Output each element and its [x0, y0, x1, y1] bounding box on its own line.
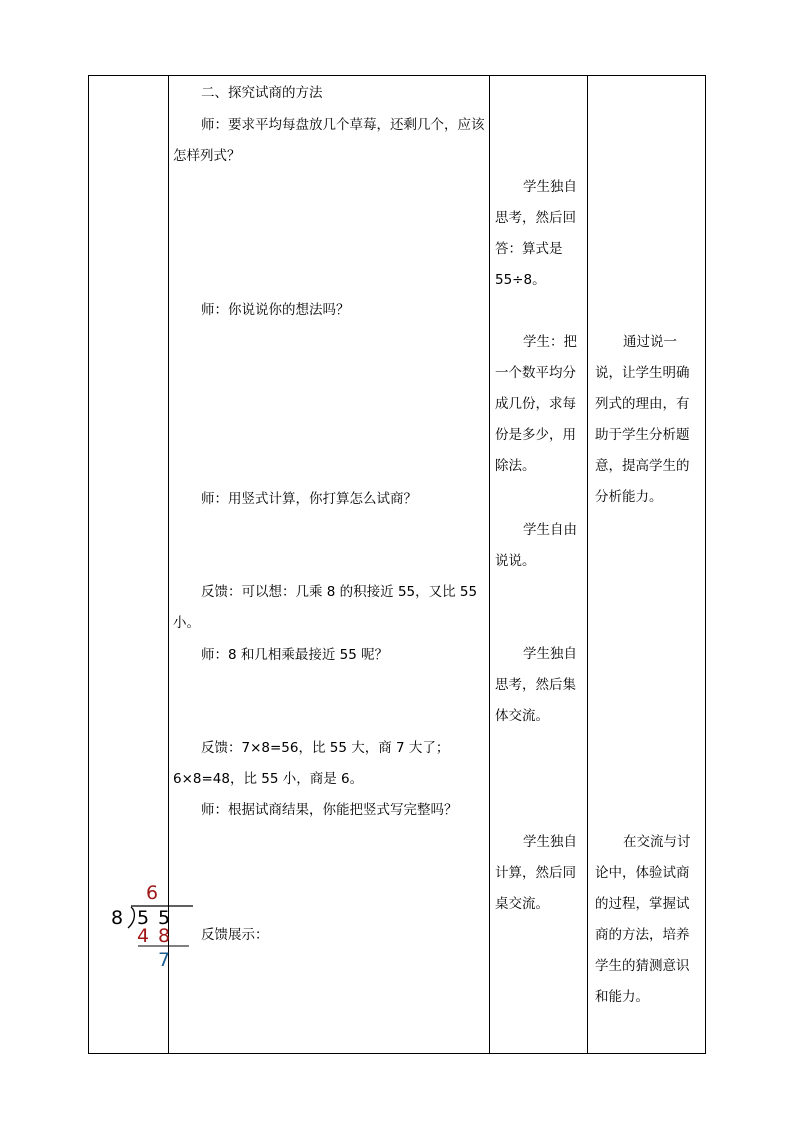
divisor-digit: 8: [111, 907, 124, 929]
long-division-illustration: [111, 878, 211, 978]
design-note-1: 通过说一说，让学生明确列式的理由，有助于学生分析题意，提高学生的分析能力。: [595, 334, 690, 505]
column-divider-2: [489, 76, 490, 1053]
dividend-tens-digit: 5: [137, 907, 150, 929]
teacher-question-4: 师：8 和几相乘最接近 55 呢？: [201, 647, 389, 663]
teacher-question-2: 师：你说说你的想法吗？: [201, 302, 350, 318]
remainder-digit: 7: [158, 949, 171, 971]
section-heading: 二、探究试商的方法: [201, 85, 323, 101]
feedback-3: 反馈展示：: [201, 927, 269, 943]
teacher-question-5: 师：根据试商结果，你能把竖式写完整吗？: [201, 802, 458, 818]
dividend-ones-digit: 5: [158, 907, 171, 929]
student-activity-3: 学生自由说说。: [495, 522, 577, 569]
division-bracket-curve: [128, 907, 134, 928]
feedback-1: 反馈：可以想：几乘 8 的积接近 55，又比 55 小。: [173, 584, 478, 631]
student-activity-2: 学生：把一个数平均分成几份，求每份是多少，用除法。: [495, 334, 577, 474]
quotient-digit: 6: [146, 882, 159, 904]
student-activity-5: 学生独自计算，然后同桌交流。: [495, 834, 577, 912]
product-ones-digit: 8: [158, 925, 171, 947]
design-note-2: 在交流与讨论中，体验试商的过程，掌握试商的方法，培养学生的猜测意识和能力。: [595, 834, 691, 1005]
teacher-question-3: 师：用竖式计算，你打算怎么试商？: [201, 491, 417, 507]
student-activity-4: 学生独自思考，然后集体交流。: [495, 646, 577, 724]
feedback-2: 反馈：7×8=56，比 55 大，商 7 大了；6×8=48，比 55 小，商是 6。: [173, 740, 450, 787]
teacher-question-1: 师：要求平均每盘放几个草莓，还剩几个，应该怎样列式？: [173, 117, 485, 164]
student-activity-1: 学生独自思考，然后回答：算式是 55÷8。: [495, 179, 577, 288]
column-divider-3: [587, 76, 588, 1053]
product-tens-digit: 4: [137, 925, 150, 947]
